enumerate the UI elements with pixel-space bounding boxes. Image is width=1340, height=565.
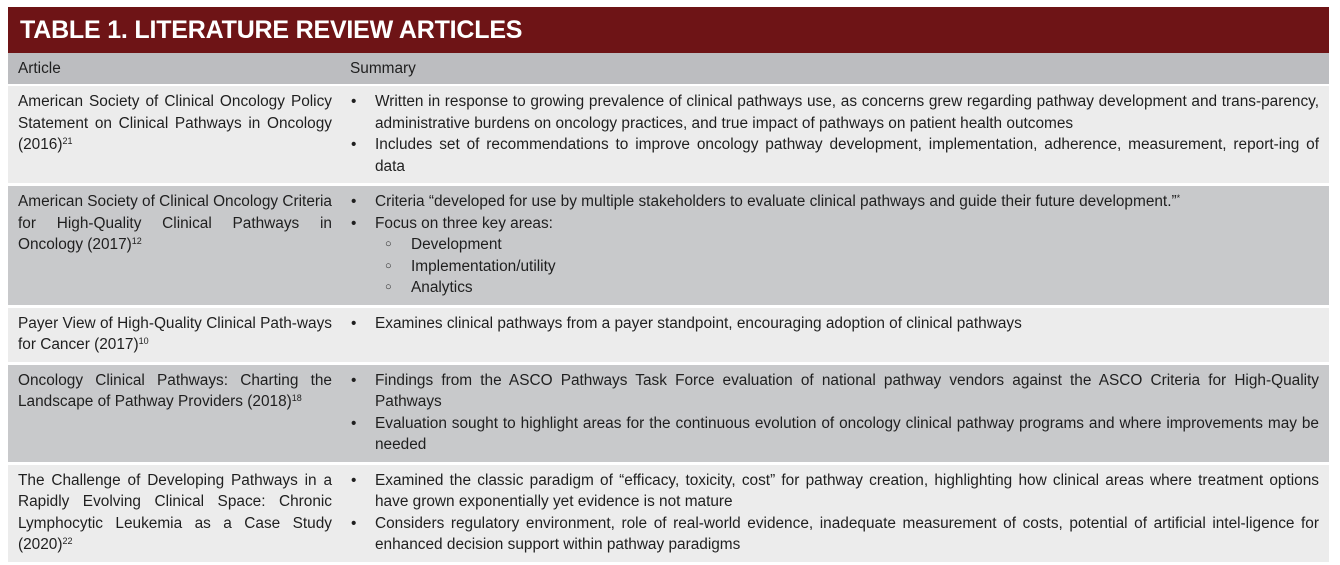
- summary-list: [350, 91, 1319, 177]
- summary-cell: [340, 85, 1329, 185]
- literature-table: [8, 53, 1329, 565]
- header-article: Article: [8, 53, 340, 85]
- list-item: [350, 213, 1319, 299]
- article-cell: [8, 463, 340, 563]
- bullet-text: Includes set of recommendations to improve oncology pathway development, implementation, adherence, measurement, report-ing of data: [375, 136, 1319, 175]
- summary-list: [350, 470, 1319, 556]
- circle-bullet-icon: ○: [385, 238, 392, 250]
- summary-list: [350, 191, 1319, 299]
- article-title: Oncology Clinical Pathways: Charting the Landscape of Pathway Providers (2018): [18, 371, 332, 410]
- table-title-bar: [8, 7, 1329, 53]
- sub-list-item: [375, 277, 1319, 299]
- summary-cell: [340, 363, 1329, 463]
- list-item: [350, 191, 1319, 213]
- table-row: [8, 306, 1329, 363]
- bullet-icon: •: [351, 471, 357, 489]
- bullet-icon: •: [351, 371, 357, 389]
- table-row: [8, 185, 1329, 307]
- reference-number: 18: [291, 393, 302, 403]
- literature-table-figure: [8, 7, 1329, 565]
- summary-cell: [340, 306, 1329, 363]
- footnote-marker: *: [1176, 193, 1181, 203]
- table-row: [8, 85, 1329, 185]
- circle-bullet-icon: ○: [385, 259, 392, 272]
- list-item: [350, 513, 1319, 556]
- article-cell: [8, 363, 340, 463]
- summary-list: [350, 370, 1319, 456]
- bullet-text: Considers regulatory environment, role of real-world evidence, inadequate measurement of costs, potential of artificial intel-ligence for enhanced decision support within pathway paradigms: [375, 514, 1319, 553]
- summary-cell: [340, 185, 1329, 307]
- article-cell: [8, 185, 340, 307]
- header-summary: Summary: [340, 53, 1329, 85]
- reference-number: 12: [131, 236, 142, 246]
- article-title: Payer View of High-Quality Clinical Path-ways for Cancer (2017): [18, 314, 332, 353]
- article-title: The Challenge of Developing Pathways in a Rapidly Evolving Clinical Space: Chronic Lymphocytic Leukemia as a Case Study (2020): [18, 471, 332, 553]
- reference-number: 21: [62, 136, 73, 146]
- table-title: TABLE 1. LITERATURE REVIEW ARTICLES: [20, 15, 523, 44]
- reference-number: 10: [138, 336, 149, 346]
- list-item: [350, 370, 1319, 413]
- bullet-icon: •: [351, 193, 357, 210]
- bullet-icon: •: [351, 514, 357, 532]
- summary-list: [350, 313, 1319, 335]
- list-item: [350, 134, 1319, 177]
- circle-bullet-icon: ○: [385, 281, 392, 293]
- summary-cell: [340, 463, 1329, 563]
- bullet-icon: •: [351, 314, 357, 332]
- bullet-text: Evaluation sought to highlight areas for the continuous evolution of oncology clinical pathway programs and where improvements may be needed: [375, 414, 1319, 453]
- bullet-text: Examined the classic paradigm of “efficacy, toxicity, cost” for pathway creation, highlighting how clinical areas where treatment options have grown exponentially yet evidence is not mature: [375, 471, 1319, 510]
- list-item: [350, 91, 1319, 134]
- bullet-icon: •: [351, 93, 357, 110]
- sub-item-text: Development: [411, 236, 502, 253]
- sub-list-item: [375, 234, 1319, 256]
- list-item: [350, 313, 1319, 335]
- bullet-icon: •: [351, 136, 357, 153]
- table-header-row: [8, 53, 1329, 85]
- bullet-text: Findings from the ASCO Pathways Task Force evaluation of national pathway vendors against the ASCO Criteria for High-Quality Pathways: [375, 371, 1319, 410]
- article-title: American Society of Clinical Oncology Criteria for High-Quality Clinical Pathways in Oncology (2017): [18, 193, 332, 253]
- article-title: American Society of Clinical Oncology Policy Statement on Clinical Pathways in Oncology (2016): [18, 93, 332, 153]
- article-cell: [8, 306, 340, 363]
- list-item: [350, 413, 1319, 456]
- table-row: [8, 463, 1329, 563]
- sub-list: [375, 234, 1319, 299]
- bullet-text: Criteria “developed for use by multiple stakeholders to evaluate clinical pathways and guide their future development.”: [375, 193, 1177, 210]
- bullet-icon: •: [351, 214, 357, 232]
- sub-item-text: Implementation/utility: [411, 257, 556, 275]
- bullet-text: Examines clinical pathways from a payer standpoint, encouraging adoption of clinical pathways: [375, 314, 1022, 332]
- bullet-text: Focus on three key areas:: [375, 214, 553, 232]
- sub-item-text: Analytics: [411, 279, 473, 296]
- sub-list-item: [375, 256, 1319, 278]
- table-row: [8, 363, 1329, 463]
- list-item: [350, 470, 1319, 513]
- article-cell: [8, 85, 340, 185]
- bullet-icon: •: [351, 414, 357, 432]
- bullet-text: Written in response to growing prevalence of clinical pathways use, as concerns grew regarding pathway development and trans-parency, administrative burdens on oncology practices, and true impact of pathways on patient health outcomes: [375, 93, 1319, 132]
- reference-number: 22: [62, 536, 73, 546]
